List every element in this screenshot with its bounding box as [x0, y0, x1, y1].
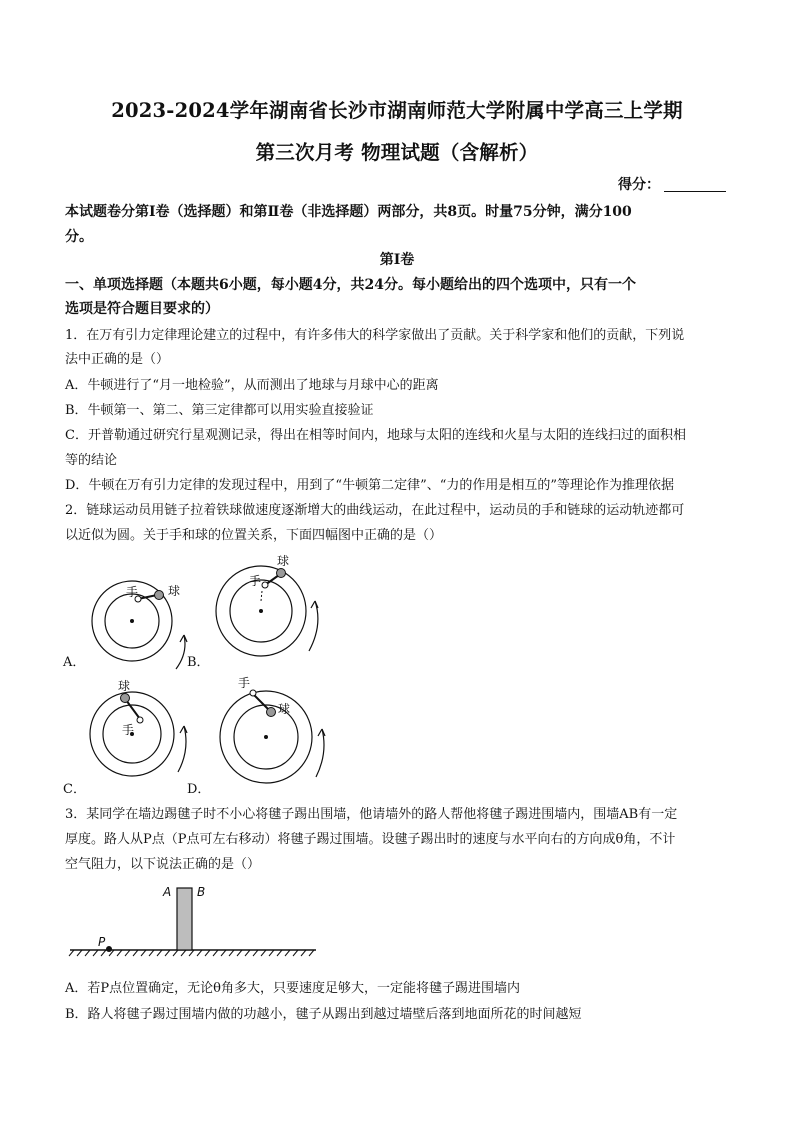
q2-stem-line2: 以近似为圆。关于手和球的位置关系，下面四幅图中正确的是（） [65, 528, 443, 543]
point-label-p: P [98, 935, 106, 949]
center-dot [264, 735, 268, 739]
center-dot [130, 619, 134, 623]
ball-dot [121, 694, 130, 703]
doc-title-line2: 第三次月考 物理试题（含解析） [255, 141, 539, 164]
q2-figure-b [215, 553, 355, 663]
q3-stem-line1: 3．某同学在墙边踢毽子时不小心将毽子踢出围墙，他请墙外的路人帮他将毽子踢进围墙内，围墙AB有一定 [65, 807, 678, 822]
section-heading-line2: 选项是符合题目要求的） [65, 301, 219, 317]
part1-heading: 第Ⅰ卷 [379, 252, 415, 268]
rotation-arrow [316, 729, 324, 777]
doc-title-line1: 2023-2024学年湖南省长沙市湖南师范大学附属中学高三上学期 [111, 99, 683, 122]
q2-label-a: A． [63, 655, 86, 670]
q1-option-c-line2: 等的结论 [65, 453, 118, 468]
q3-option-a: A．若P点位置确定，无论θ角多大，只要速度足够大，一定能将毽子踢进围墙内 [65, 981, 520, 996]
score-field [618, 174, 726, 194]
rotation-arrow [178, 726, 186, 772]
q3-option-b: B．路人将毽子踢过围墙内做的功越小，毽子从踢出到越过墙壁后落到地面所花的时间越短 [65, 1007, 582, 1022]
hand-label: 手 [126, 585, 139, 599]
q2-label-b: B． [187, 655, 210, 670]
ball-label: 球 [168, 584, 181, 598]
intro-line2: 分。 [65, 229, 93, 245]
q1-option-b: B．牛顿第一、第二、第三定律都可以用实验直接验证 [65, 403, 374, 418]
hand-label: 手 [249, 574, 262, 588]
q1-option-c-line1: C．开普勒通过研究行星观测记录，得出在相等时间内，地球与太阳的连线和火星与太阳的连线扫过的面积相 [65, 428, 686, 443]
q2-figure-d [212, 673, 352, 788]
q3-stem-line2: 厚度。路人从P点（P点可左右移动）将毽子踢过围墙。设毽子踢出时的速度与水平向右的方向成θ角，不计 [65, 832, 676, 847]
section-heading-line1: 一、单项选择题（本题共6小题，每小题4分，共24分。每小题给出的四个选项中，只有一个 [65, 277, 636, 293]
score-blank [664, 177, 726, 192]
ball-dot [277, 569, 286, 578]
q1-stem-line1: 1．在万有引力定律理论建立的过程中，有许多伟大的科学家做出了贡献。关于科学家和他们的贡献，下列说 [65, 328, 685, 343]
wall [177, 888, 192, 950]
q1-option-a: A．牛顿进行了“月一地检验”，从而测出了地球与月球中心的距离 [65, 378, 439, 393]
q1-option-d: D．牛顿在万有引力定律的发现过程中，用到了“牛顿第二定律”、“力的作用是相互的”等理论作为推理依据 [65, 478, 675, 493]
ball-label: 球 [278, 702, 291, 716]
center-dot [259, 609, 263, 613]
q3-stem-line3: 空气阻力，以下说法正确的是（） [65, 857, 261, 872]
q2-stem-line1: 2．链球运动员用链子拉着铁球做速度逐渐增大的曲线运动，在此过程中，运动员的手和链球的运动轨迹都可 [65, 503, 685, 518]
q2-figure-c [88, 676, 218, 786]
hand-dot [250, 690, 256, 696]
q1-stem-line2: 法中正确的是（） [65, 352, 170, 367]
hand-label: 手 [238, 676, 251, 690]
ball-label: 球 [118, 679, 131, 693]
hand-dot [137, 717, 143, 723]
q2-label-c: C． [63, 782, 86, 797]
ball-dot [267, 708, 276, 717]
ball-label: 球 [277, 554, 290, 568]
wall-label-a: A [163, 885, 172, 899]
wall-label-b: B [197, 885, 206, 899]
q2-label-d: D． [187, 782, 211, 797]
ball-dot [155, 591, 164, 600]
score-label: 得分： [618, 177, 660, 193]
hand-label: 手 [122, 723, 135, 737]
intro-line1: 本试题卷分第Ⅰ卷（选择题）和第Ⅱ卷（非选择题）两部分，共8页。时量75分钟，满分100 [65, 204, 632, 220]
rotation-arrow [309, 601, 318, 651]
q3-wall-figure [66, 880, 326, 960]
hand-dot [262, 582, 268, 588]
point-p-dot [106, 946, 112, 952]
